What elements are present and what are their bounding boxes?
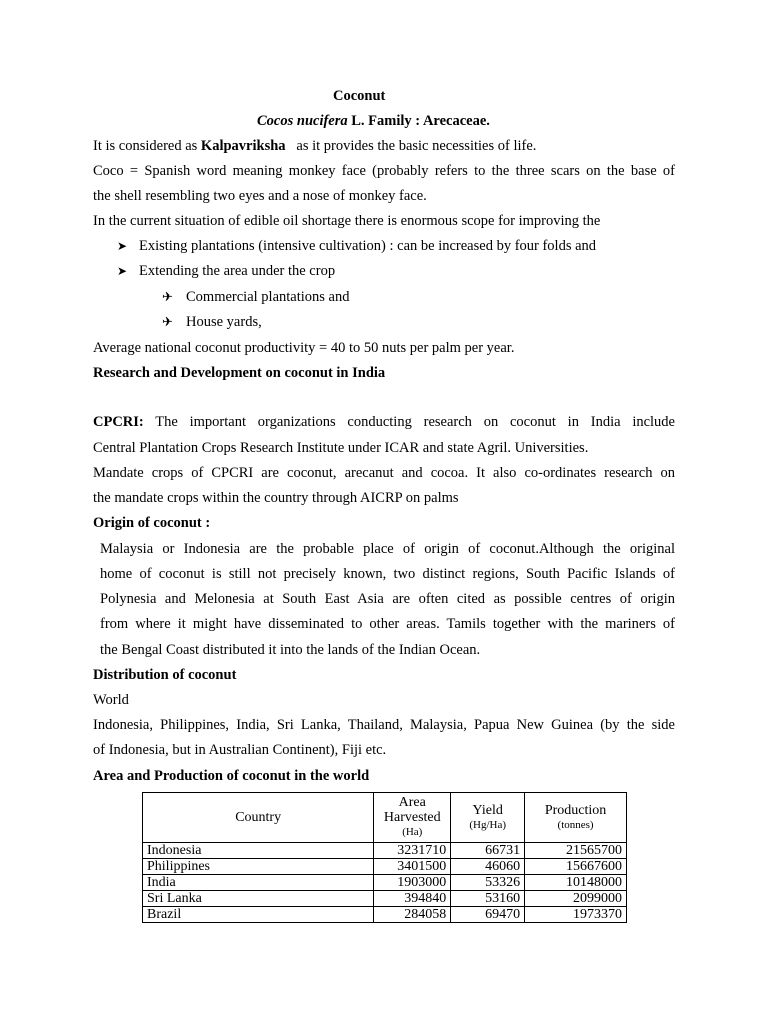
cell-yield: 53326 (451, 875, 525, 891)
cpcri-line-1: CPCRI: The important organizations conducting research on coconut in India include (93, 414, 675, 430)
arrowhead-bullet-icon: ➤ (117, 264, 128, 278)
cell-production: 1973370 (525, 907, 627, 923)
airplane-bullet-icon: ✈ (162, 290, 173, 305)
world-label: World (93, 692, 129, 708)
cell-country: Sri Lanka (143, 891, 374, 907)
header-area: Area Harvested (Ha) (374, 793, 451, 843)
origin-line: from where it might have disseminated to other areas. Tamils together with the mariners of (100, 616, 675, 632)
distribution-heading: Distribution of coconut (93, 667, 237, 683)
bullet-item: ➤ Existing plantations (intensive cultivation) : can be increased by four folds and (117, 238, 597, 254)
cell-production: 15667600 (525, 859, 627, 875)
cell-area: 1903000 (374, 875, 451, 891)
origin-line: Polynesia and Melonesia at South East Asia are often cited as possible centres of origin (100, 591, 675, 607)
header-yield: Yield (Hg/Ha) (451, 793, 525, 843)
cell-country: Brazil (143, 907, 374, 923)
header-production: Production (tonnes) (525, 793, 627, 843)
cell-yield: 53160 (451, 891, 525, 907)
sub-bullet-item: ✈ Commercial plantations and (162, 289, 350, 305)
cell-yield: 66731 (451, 843, 525, 859)
world-line-1: Indonesia, Philippines, India, Sri Lanka, Thailand, Malaysia, Papua New Guinea (by the side (93, 717, 675, 733)
doc-title: Coconut (333, 88, 386, 104)
cpcri-line-2: Central Plantation Crops Research Institute under ICAR and state Agril. Universities. (93, 440, 589, 456)
cell-area: 394840 (374, 891, 451, 907)
cell-production: 21565700 (525, 843, 627, 859)
cell-production: 10148000 (525, 875, 627, 891)
cell-production: 2099000 (525, 891, 627, 907)
table-row (143, 843, 627, 859)
origin-line: the Bengal Coast distributed it into the lands of the Indian Ocean. (100, 642, 481, 658)
table-row (143, 859, 627, 875)
cell-country: India (143, 875, 374, 891)
origin-line: home of coconut is still not precisely known, two distinct regions, South Pacific Islands of (100, 566, 675, 582)
productivity-line: Average national coconut productivity = 40 to 50 nuts per palm per year. (93, 340, 515, 356)
sub-bullet-item: ✈ House yards, (162, 314, 262, 330)
table-header-row (143, 793, 627, 843)
doc-subtitle: Cocos nucifera L. Family : Arecaceae. (257, 113, 490, 129)
table-row (143, 891, 627, 907)
table-row (143, 907, 627, 923)
cell-area: 284058 (374, 907, 451, 923)
coco-line-1: Coco = Spanish word meaning monkey face (probably refers to the three scars on the base of (93, 163, 675, 179)
table-heading: Area and Production of coconut in the world (93, 768, 370, 784)
scope-line: In the current situation of edible oil shortage there is enormous scope for improving the (93, 213, 601, 229)
origin-line: Malaysia or Indonesia are the probable place of origin of coconut.Although the original (100, 541, 675, 557)
rd-heading: Research and Development on coconut in India (93, 365, 386, 381)
cpcri-line-4: the mandate crops within the country through AICRP on palms (93, 490, 459, 506)
cell-yield: 46060 (451, 859, 525, 875)
airplane-bullet-icon: ✈ (162, 315, 173, 330)
cell-yield: 69470 (451, 907, 525, 923)
arrowhead-bullet-icon: ➤ (117, 239, 128, 253)
cell-country: Indonesia (143, 843, 374, 859)
coco-line-2: the shell resembling two eyes and a nose of monkey face. (93, 188, 427, 204)
table-row (143, 875, 627, 891)
cell-area: 3231710 (374, 843, 451, 859)
header-country: Country (143, 793, 374, 843)
world-line-2: of Indonesia, but in Australian Continent), Fiji etc. (93, 742, 387, 758)
origin-heading: Origin of coconut : (93, 515, 211, 531)
cell-country: Philippines (143, 859, 374, 875)
intro-line: It is considered as Kalpavriksha as it provides the basic necessities of life. (93, 138, 537, 154)
bullet-item: ➤ Extending the area under the crop (117, 263, 336, 279)
cpcri-line-3: Mandate crops of CPCRI are coconut, arecanut and cocoa. It also co-ordinates research on (93, 465, 675, 481)
production-table (142, 792, 627, 923)
cell-area: 3401500 (374, 859, 451, 875)
